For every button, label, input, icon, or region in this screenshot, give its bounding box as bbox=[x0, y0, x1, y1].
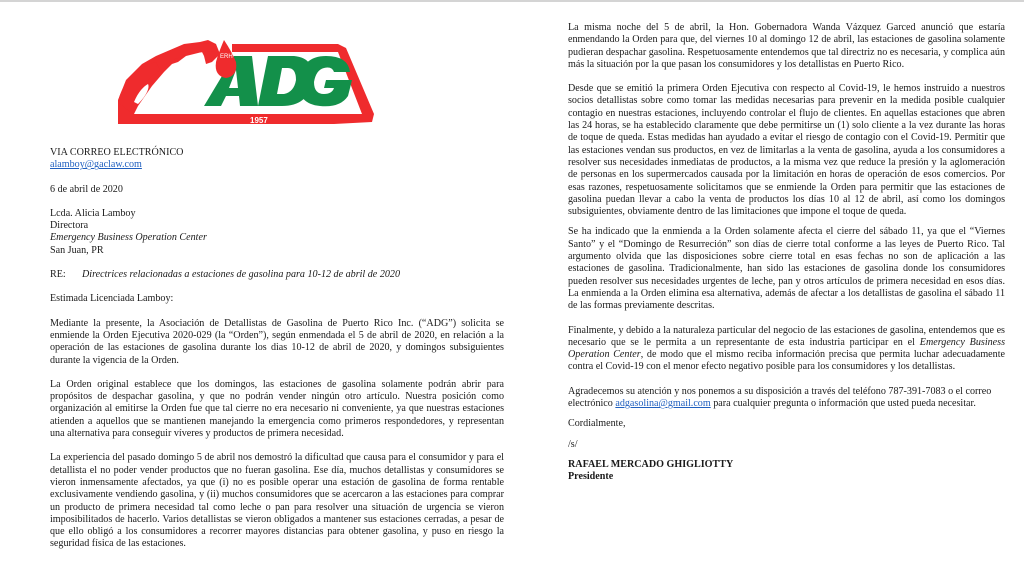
adg-logo-graphic bbox=[112, 22, 382, 128]
letter-page-right bbox=[568, 10, 1005, 484]
paragraph-8 bbox=[568, 386, 1005, 411]
salutation: Estimada Licenciada Lamboy: bbox=[50, 293, 174, 305]
paragraph-7-text-a: Finalmente, y debido a la naturaleza particular del negocio de las estaciones de gasolina, entendemos que es necesario que se le permita a un representante de esta industria participar en el bbox=[568, 324, 1005, 348]
signature-mark: /s/ bbox=[568, 438, 578, 450]
contact-email-link[interactable]: adgasolina@gmail.com bbox=[615, 398, 711, 410]
paragraph-1: Mediante la presente, la Asociación de Detallistas de Gasolina de Puerto Rico Inc. (“ADG”) solicita se enmiende la Orden Ejecutiva 2020-029 (la “Orden”), según enmendada el 5 de abril de 2020, en relación a la operación de las estaciones de gasolina durante los dias 10-12 de abril de 2020, y domingos subsiguientes durante la vigencia de la Orden. bbox=[50, 317, 504, 366]
paragraph-3: La experiencia del pasado domingo 5 de abril nos demostró la dificultad que causa para el consumidor y para el detallista el no poder vender productos que no fueran gasolina. Ese día, muchos detallistas y consumidores se vieron inmensamente afectados, ya que (i) no es posible operar una estación de gasolina de forma rentable exclusivamente vendiendo gasolina, y (ii) muchos consumidores que se acercaron a las estaciones para comprar un producto de primera necesidad tal como leche o pan para resolver una situación de urgencia se vieron imposibilitados de hacerlo. Varios detallistas se vieron obligados a mantener sus estaciones cerradas, a pesar de que ello obligó a los consumidores a recorrer mayores distancias para obtener gasolina, y puso en riesgo la seguridad física de las estaciones. bbox=[50, 452, 504, 550]
paragraph-6: Se ha indicado que la enmienda a la Orden solamente afecta el cierre del sábado 11, ya que el “Viernes Santo” y el “Domingo de Resurreción” son días de cierre total conforme a las leyes de Puerto Rico. Tal argumento olvida que las disposiciones sobre cierre total en esas fechas no son de aplicación a las estaciones de gasolina. Tradicionalmente, han sido las estaciones de gasolina donde los consumidores pueden resolver sus necesidades urgentes de leche, pan y otros artículos de primera necesidad en esos días. La enmienda a la Orden elimina esa alternativa, además de afectar a los detallistas de gasolina el sábado 11 de las formas previamente descritas. bbox=[568, 226, 1005, 312]
paragraph-7-text-b: , de modo que el mismo reciba información precisa que permita luchar adecuadamente contra el Covid-19 con el menor efecto negativo posible para los consumidores y los detallistas. bbox=[568, 349, 1005, 373]
paragraph-4: La misma noche del 5 de abril, la Hon. Gobernadora Wanda Vázquez Garced anunció que estaría enmendando la Orden para que, del viernes 10 al domingo 12 de abril, las estaciones de gasolina solamente pudieran despachar gasolina. Respetuosamente entendemos que tal directriz no es necesaria, y complica aún más la situación por la que pasan los consumidores y los detallistas en Puerto Rico. bbox=[568, 22, 1005, 70]
signer-title: Presidente bbox=[568, 471, 614, 483]
letter-date: 6 de abril de 2020 bbox=[50, 183, 123, 195]
window-top-border bbox=[0, 0, 1024, 2]
adg-logo bbox=[112, 22, 382, 128]
recipient-organization: Emergency Business Operation Center bbox=[50, 232, 207, 244]
letter-page-left bbox=[50, 147, 504, 551]
paragraph-8-text-b: para cualquier pregunta o información que usted pueda necesitar. bbox=[710, 398, 976, 410]
recipient-title: Directora bbox=[50, 220, 89, 232]
logo-year: 1957 bbox=[250, 116, 268, 125]
paragraph-2: La Orden original establece que los domingos, las estaciones de gasolina solamente podrán abrir para propósitos de despachar gasolina, y que no podrán vender ningún otro artículo. Nuestra posición como organización al emitirse la Orden fue que tal cierre no era necesario ni conveniente, ya que nuestras estaciones atienden a aquellos que se mantienen manejando la emergencia como primeros respondedores, y representan una alternativa para conseguir víveres y productos de primera necesidad. bbox=[50, 378, 504, 440]
subject-line bbox=[50, 269, 504, 281]
paragraph-5: Desde que se emitió la primera Orden Ejecutiva con respecto al Covid-19, le hemos instruido a nuestros socios detallistas sobre como tomar las medidas necesarias para prevenir en la medida posible cualquier contagio en nuestras estaciones, incluyendo controlar el flujo de clientes. En aquellas estaciones que abren las 24 horas, se ha establecido claramente que debe permitirse un (1) solo cliente a la vez durante las horas de toque de queda. Estas medidas han ayudado a evitar el riesgo de contagio con el Covid-19. Permitir que las estaciones vendan sus productos, en vez de limitarlas a la venta de gasolina, ayuda a los consumidores a resolver sus necesidades inmediatas de productos, a la misma vez que reduce la presión y la aglomeración de personas en los supermercados causada por la limitación en horas de operación de esos comercios. Por esas razones, respetuosamente solicitamos que se enmiende la Orden para permitir que las estaciones de gasolina puedan llevar a cabo la venta de productos los días 10 al 12 de abril, así como los domingos subsiguientes, obviamente dentro de las limitaciones que impone el toque de queda. bbox=[568, 83, 1005, 218]
closing: Cordialmente, bbox=[568, 418, 626, 430]
recipient-name: Lcda. Alicia Lamboy bbox=[50, 207, 136, 219]
paragraph-7 bbox=[568, 325, 1005, 374]
signer-name: RAFAEL MERCADO GHIGLIOTTY bbox=[568, 458, 734, 470]
recipient-email-link[interactable]: alamboy@gaclaw.com bbox=[50, 159, 142, 171]
subject-label: RE: bbox=[50, 269, 66, 281]
recipient-location: San Juan, PR bbox=[50, 244, 104, 256]
paragraph-8-text-a: Agradecemos su atención y nos ponemos a su disposición a través del teléfono 787-391-7083 o el correo electrónico bbox=[568, 385, 992, 410]
recipient-block bbox=[50, 208, 504, 257]
subject-text: Directrices relacionadas a estaciones de gasolina para 10-12 de abril de 2020 bbox=[82, 269, 401, 281]
paragraph-7-organization: Emergency Business Operation Center bbox=[568, 336, 1006, 361]
logo-letter-g bbox=[298, 56, 352, 106]
logo-drop-initials: ERH bbox=[220, 54, 233, 60]
delivery-method: VIA CORREO ELECTRÓNICO bbox=[50, 147, 184, 158]
